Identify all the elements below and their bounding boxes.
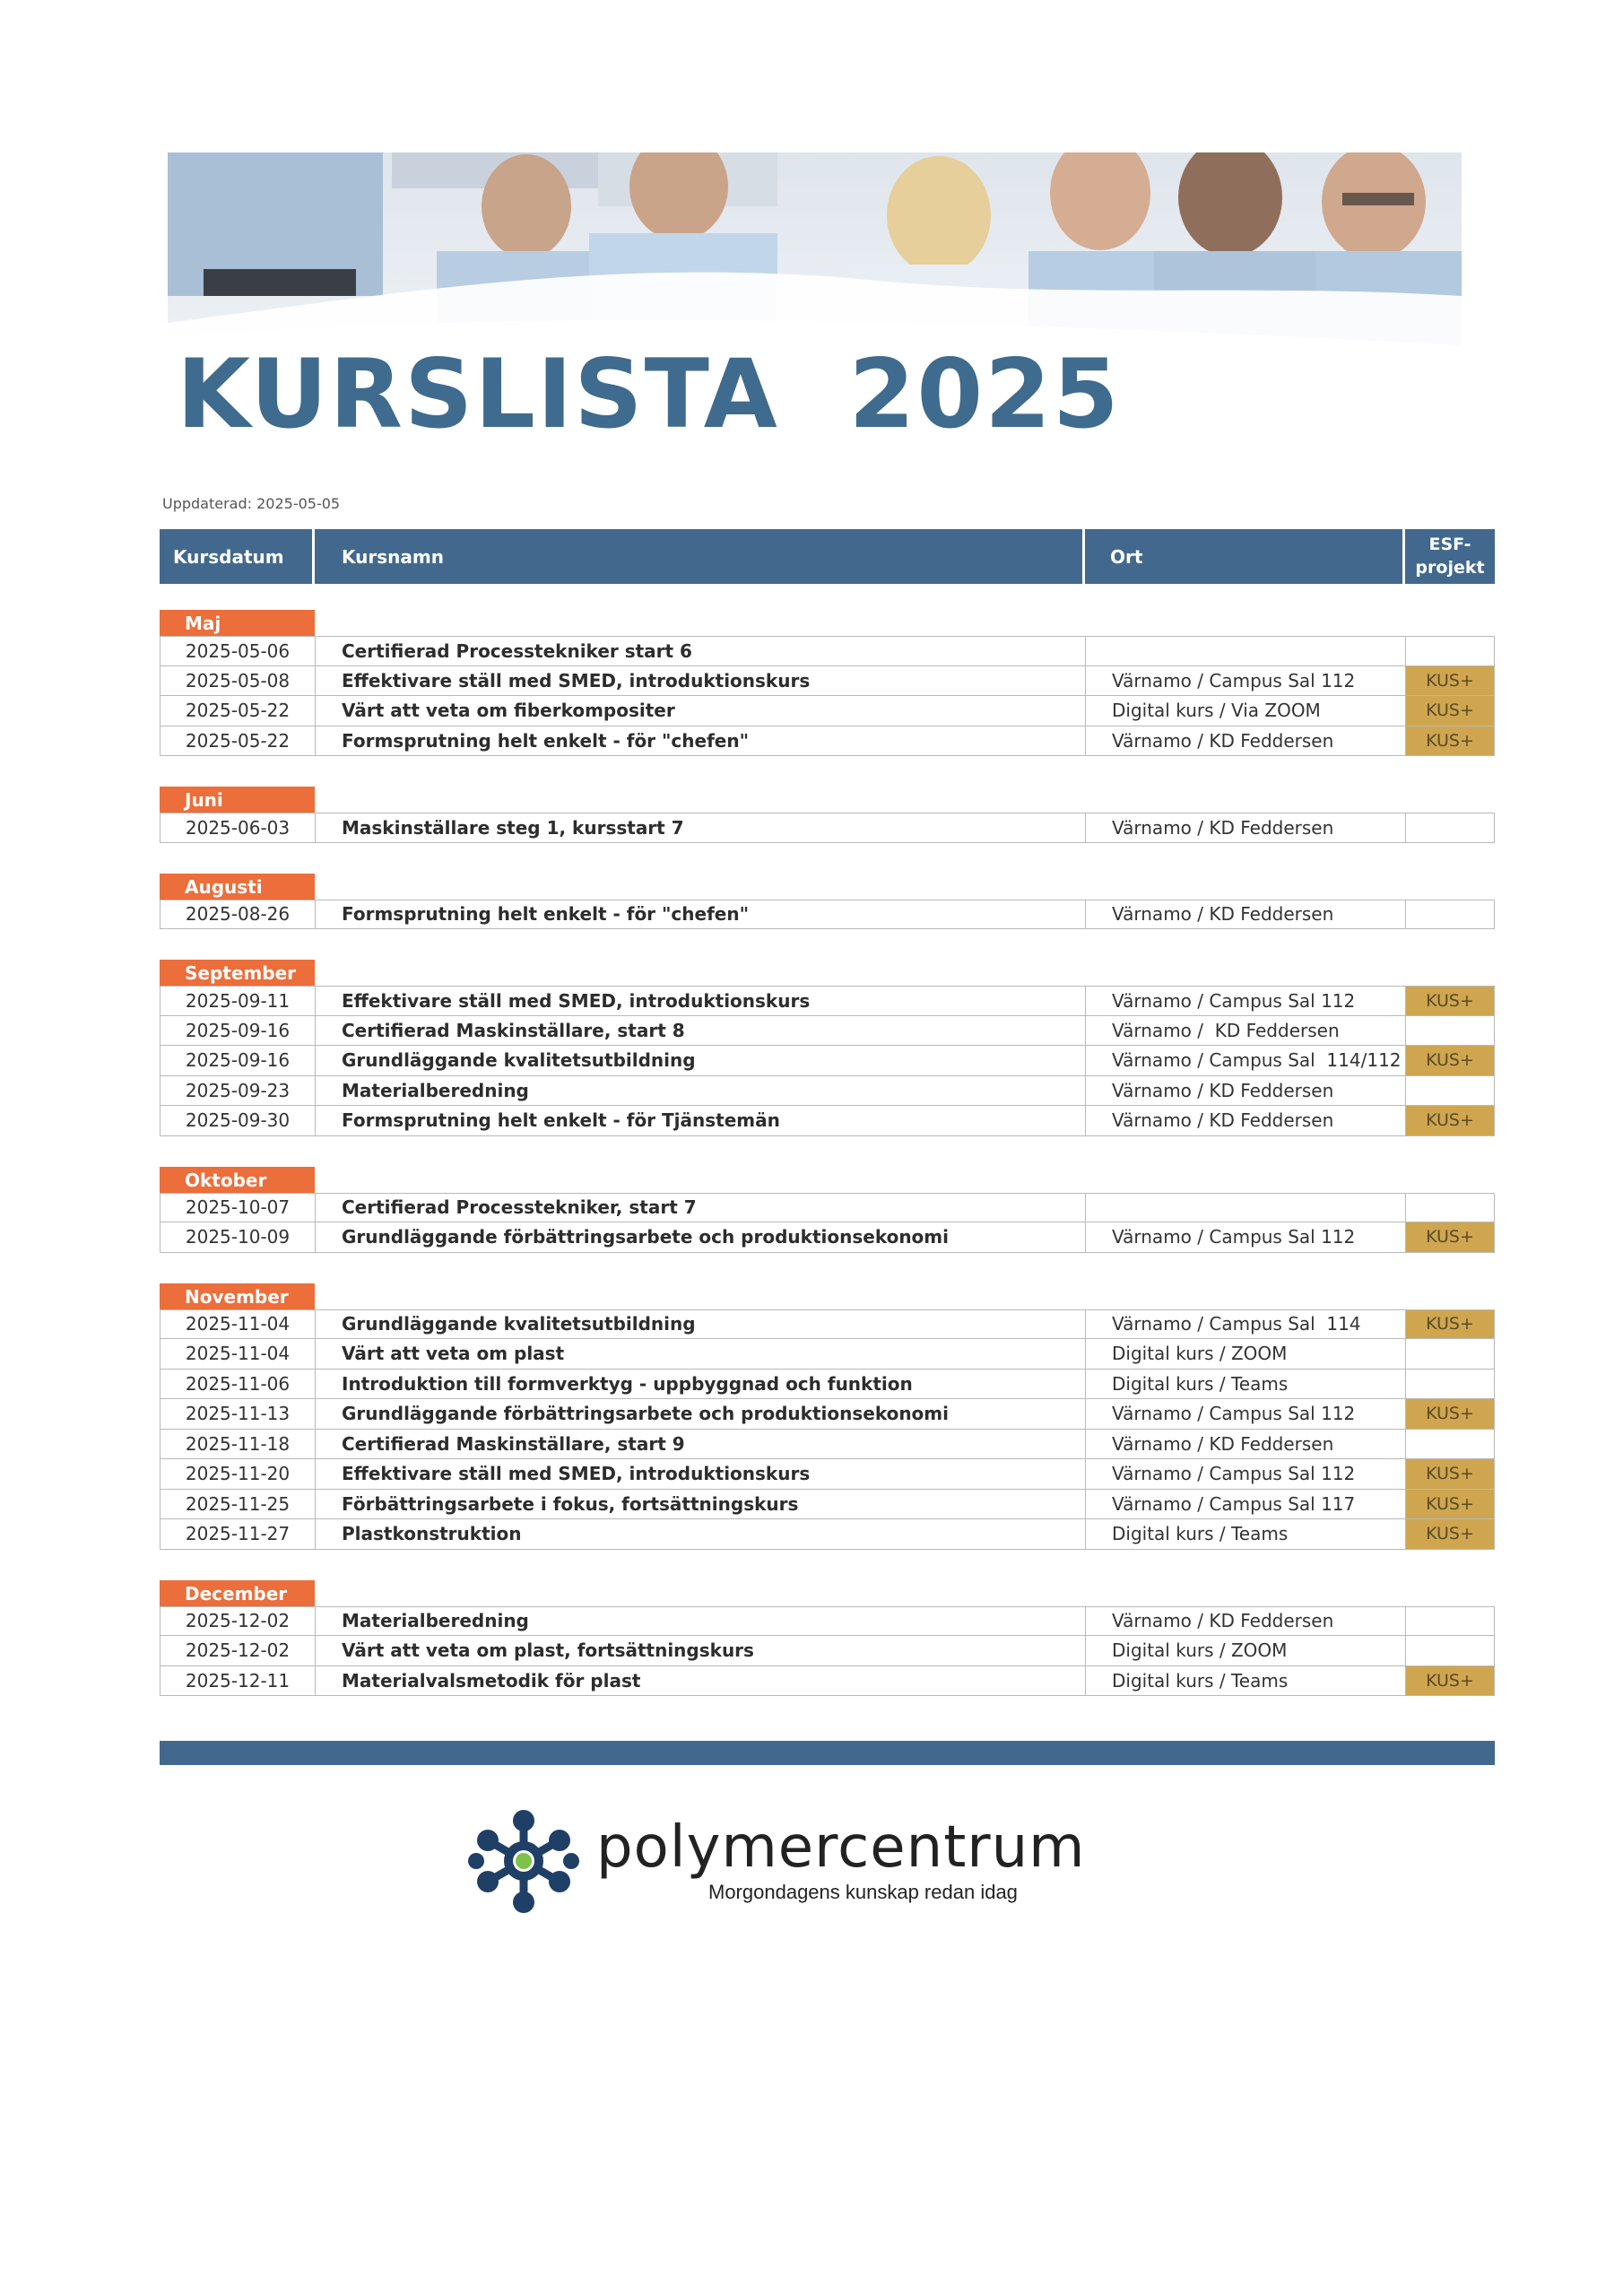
course-place: Värnamo / Campus Sal 112 — [1086, 1399, 1406, 1429]
esf-badge: KUS+ — [1406, 1310, 1494, 1339]
course-row — [160, 1370, 1495, 1400]
column-header-date: Kursdatum — [160, 529, 315, 584]
course-place: Digital kurs / Teams — [1086, 1666, 1406, 1696]
esf-badge: KUS+ — [1406, 726, 1494, 756]
course-row — [160, 1106, 1495, 1136]
course-place: Värnamo / KD Feddersen — [1086, 900, 1406, 929]
course-place: Värnamo / KD Feddersen — [1086, 1106, 1406, 1135]
course-date: 2025-05-06 — [161, 637, 316, 665]
esf-badge: KUS+ — [1406, 1519, 1494, 1549]
course-date: 2025-06-03 — [161, 813, 316, 842]
course-row — [160, 900, 1495, 930]
course-date: 2025-08-26 — [161, 900, 316, 929]
esf-badge: KUS+ — [1406, 1222, 1494, 1252]
course-name: Grundläggande förbättringsarbete och produktionsekonomi — [316, 1399, 1086, 1429]
course-name: Effektivare ställ med SMED, introduktionskurs — [316, 1459, 1086, 1489]
esf-badge: KUS+ — [1406, 666, 1494, 696]
page-title: KURSLISTA 2025 — [177, 339, 1121, 449]
month-section — [160, 960, 1495, 1136]
month-label: Oktober — [160, 1167, 315, 1194]
course-place: Digital kurs / Via ZOOM — [1086, 696, 1406, 726]
course-date: 2025-11-27 — [161, 1519, 316, 1549]
course-date: 2025-11-04 — [161, 1310, 316, 1339]
table-header — [160, 529, 1495, 584]
course-date: 2025-10-07 — [161, 1194, 316, 1222]
esf-badge: KUS+ — [1406, 1046, 1494, 1075]
course-name: Värt att veta om plast — [316, 1339, 1086, 1369]
esf-badge: KUS+ — [1406, 987, 1494, 1015]
course-name: Materialberedning — [316, 1076, 1086, 1106]
course-row — [160, 696, 1495, 726]
course-name: Certifierad Processtekniker, start 7 — [316, 1194, 1086, 1222]
course-date: 2025-12-02 — [161, 1636, 316, 1665]
course-place: Värnamo / KD Feddersen — [1086, 1430, 1406, 1459]
course-place: Värnamo / KD Feddersen — [1086, 1607, 1406, 1636]
course-name: Effektivare ställ med SMED, introduktionskurs — [316, 666, 1086, 696]
course-place: Värnamo / Campus Sal 112 — [1086, 666, 1406, 696]
course-date: 2025-05-22 — [161, 726, 316, 756]
course-name: Grundläggande kvalitetsutbildning — [316, 1310, 1086, 1339]
course-date: 2025-11-04 — [161, 1339, 316, 1369]
month-label: Augusti — [160, 874, 315, 900]
course-place: Digital kurs / ZOOM — [1086, 1636, 1406, 1665]
course-name: Förbättringsarbete i fokus, fortsättningskurs — [316, 1490, 1086, 1519]
month-section — [160, 787, 1495, 843]
course-place: Digital kurs / ZOOM — [1086, 1339, 1406, 1369]
course-row — [160, 1399, 1495, 1430]
logo-slogan: Morgondagens kunskap redan idag — [708, 1881, 1018, 1903]
esf-badge — [1406, 1370, 1494, 1399]
header-photo — [168, 152, 1462, 359]
logo-name: polymercentrum — [596, 1814, 1086, 1881]
course-place — [1086, 1194, 1406, 1222]
course-row — [160, 1606, 1495, 1637]
esf-badge: KUS+ — [1406, 1666, 1494, 1696]
esf-badge — [1406, 813, 1494, 842]
course-place — [1086, 637, 1406, 665]
course-rows — [160, 986, 1495, 1136]
course-name: Värt att veta om fiberkompositer — [316, 696, 1086, 726]
esf-badge — [1406, 900, 1494, 929]
course-date: 2025-09-30 — [161, 1106, 316, 1135]
esf-badge — [1406, 1339, 1494, 1369]
course-name: Grundläggande förbättringsarbete och produktionsekonomi — [316, 1222, 1086, 1252]
course-row — [160, 1193, 1495, 1223]
month-label: Maj — [160, 610, 315, 637]
course-date: 2025-09-16 — [161, 1016, 316, 1046]
course-place: Värnamo / KD Feddersen — [1086, 813, 1406, 842]
course-date: 2025-11-13 — [161, 1399, 316, 1429]
course-row — [160, 1459, 1495, 1490]
course-row — [160, 1046, 1495, 1076]
column-header-place: Ort — [1085, 529, 1405, 584]
course-row — [160, 1490, 1495, 1520]
course-row — [160, 1016, 1495, 1047]
course-row — [160, 666, 1495, 697]
column-header-course: Kursnamn — [315, 529, 1085, 584]
course-name: Formsprutning helt enkelt - för Tjänstemän — [316, 1106, 1086, 1135]
month-section — [160, 610, 1495, 756]
course-place: Digital kurs / Teams — [1086, 1370, 1406, 1399]
course-name: Certifierad Maskinställare, start 8 — [316, 1016, 1086, 1046]
course-name: Introduktion till formverktyg - uppbyggnad och funktion — [316, 1370, 1086, 1399]
month-section — [160, 874, 1495, 930]
course-place: Värnamo / Campus Sal 112 — [1086, 987, 1406, 1015]
course-rows — [160, 1606, 1495, 1697]
esf-badge: KUS+ — [1406, 1459, 1494, 1489]
course-rows — [160, 813, 1495, 843]
column-header-esf — [1405, 529, 1495, 584]
course-row — [160, 1309, 1495, 1340]
course-name: Maskinställare steg 1, kursstart 7 — [316, 813, 1086, 842]
course-row — [160, 813, 1495, 843]
footer-bar — [160, 1741, 1495, 1765]
course-list — [160, 610, 1495, 1726]
esf-badge — [1406, 1607, 1494, 1636]
esf-badge — [1406, 1016, 1494, 1046]
course-date: 2025-09-11 — [161, 987, 316, 1015]
month-section — [160, 1167, 1495, 1253]
month-section — [160, 1580, 1495, 1697]
course-place: Digital kurs / Teams — [1086, 1519, 1406, 1549]
course-rows — [160, 1193, 1495, 1253]
course-row — [160, 1430, 1495, 1460]
course-date: 2025-11-18 — [161, 1430, 316, 1459]
month-label: December — [160, 1580, 315, 1607]
esf-badge: KUS+ — [1406, 1399, 1494, 1429]
course-row — [160, 1519, 1495, 1550]
course-row — [160, 1076, 1495, 1107]
month-section — [160, 1283, 1495, 1550]
course-date: 2025-09-23 — [161, 1076, 316, 1106]
esf-badge — [1406, 637, 1494, 665]
esf-badge: KUS+ — [1406, 1490, 1494, 1519]
course-name: Formsprutning helt enkelt - för "chefen" — [316, 726, 1086, 756]
course-name: Materialberedning — [316, 1607, 1086, 1636]
course-date: 2025-11-25 — [161, 1490, 316, 1519]
esf-header-label: ESF- projekt — [1415, 534, 1485, 578]
molecule-icon — [466, 1810, 583, 1913]
course-name: Certifierad Maskinställare, start 9 — [316, 1430, 1086, 1459]
course-rows — [160, 636, 1495, 756]
course-name: Certifierad Processtekniker start 6 — [316, 637, 1086, 665]
course-place: Värnamo / Campus Sal 112 — [1086, 1459, 1406, 1489]
course-date: 2025-10-09 — [161, 1222, 316, 1252]
course-place: Värnamo / Campus Sal 117 — [1086, 1490, 1406, 1519]
course-rows — [160, 900, 1495, 930]
course-date: 2025-12-02 — [161, 1607, 316, 1636]
course-row — [160, 1666, 1495, 1697]
esf-badge: KUS+ — [1406, 1106, 1494, 1135]
course-place: Värnamo / KD Feddersen — [1086, 1016, 1406, 1046]
course-rows — [160, 1309, 1495, 1550]
esf-badge — [1406, 1636, 1494, 1665]
course-place: Värnamo / KD Feddersen — [1086, 726, 1406, 756]
course-row — [160, 636, 1495, 666]
course-name: Effektivare ställ med SMED, introduktionskurs — [316, 987, 1086, 1015]
course-row — [160, 1636, 1495, 1666]
course-date: 2025-11-20 — [161, 1459, 316, 1489]
course-name: Plastkonstruktion — [316, 1519, 1086, 1549]
esf-badge: KUS+ — [1406, 696, 1494, 726]
course-place: Värnamo / KD Feddersen — [1086, 1076, 1406, 1106]
course-row — [160, 726, 1495, 757]
course-name: Materialvalsmetodik för plast — [316, 1666, 1086, 1696]
course-row — [160, 1222, 1495, 1253]
esf-badge — [1406, 1194, 1494, 1222]
course-row — [160, 1339, 1495, 1370]
month-label: November — [160, 1283, 315, 1310]
updated-date: Uppdaterad: 2025-05-05 — [162, 495, 341, 512]
course-name: Grundläggande kvalitetsutbildning — [316, 1046, 1086, 1075]
polymercentrum-logo — [466, 1810, 1086, 1913]
esf-badge — [1406, 1430, 1494, 1459]
course-place: Värnamo / Campus Sal 114/112 — [1086, 1046, 1406, 1075]
course-date: 2025-11-06 — [161, 1370, 316, 1399]
esf-badge — [1406, 1076, 1494, 1106]
course-name: Värt att veta om plast, fortsättningskurs — [316, 1636, 1086, 1665]
course-row — [160, 986, 1495, 1016]
course-date: 2025-09-16 — [161, 1046, 316, 1075]
course-date: 2025-12-11 — [161, 1666, 316, 1696]
course-date: 2025-05-08 — [161, 666, 316, 696]
course-place: Värnamo / Campus Sal 114 — [1086, 1310, 1406, 1339]
course-name: Formsprutning helt enkelt - för "chefen" — [316, 900, 1086, 929]
month-label: Juni — [160, 787, 315, 813]
course-place: Värnamo / Campus Sal 112 — [1086, 1222, 1406, 1252]
month-label: September — [160, 960, 315, 987]
course-date: 2025-05-22 — [161, 696, 316, 726]
